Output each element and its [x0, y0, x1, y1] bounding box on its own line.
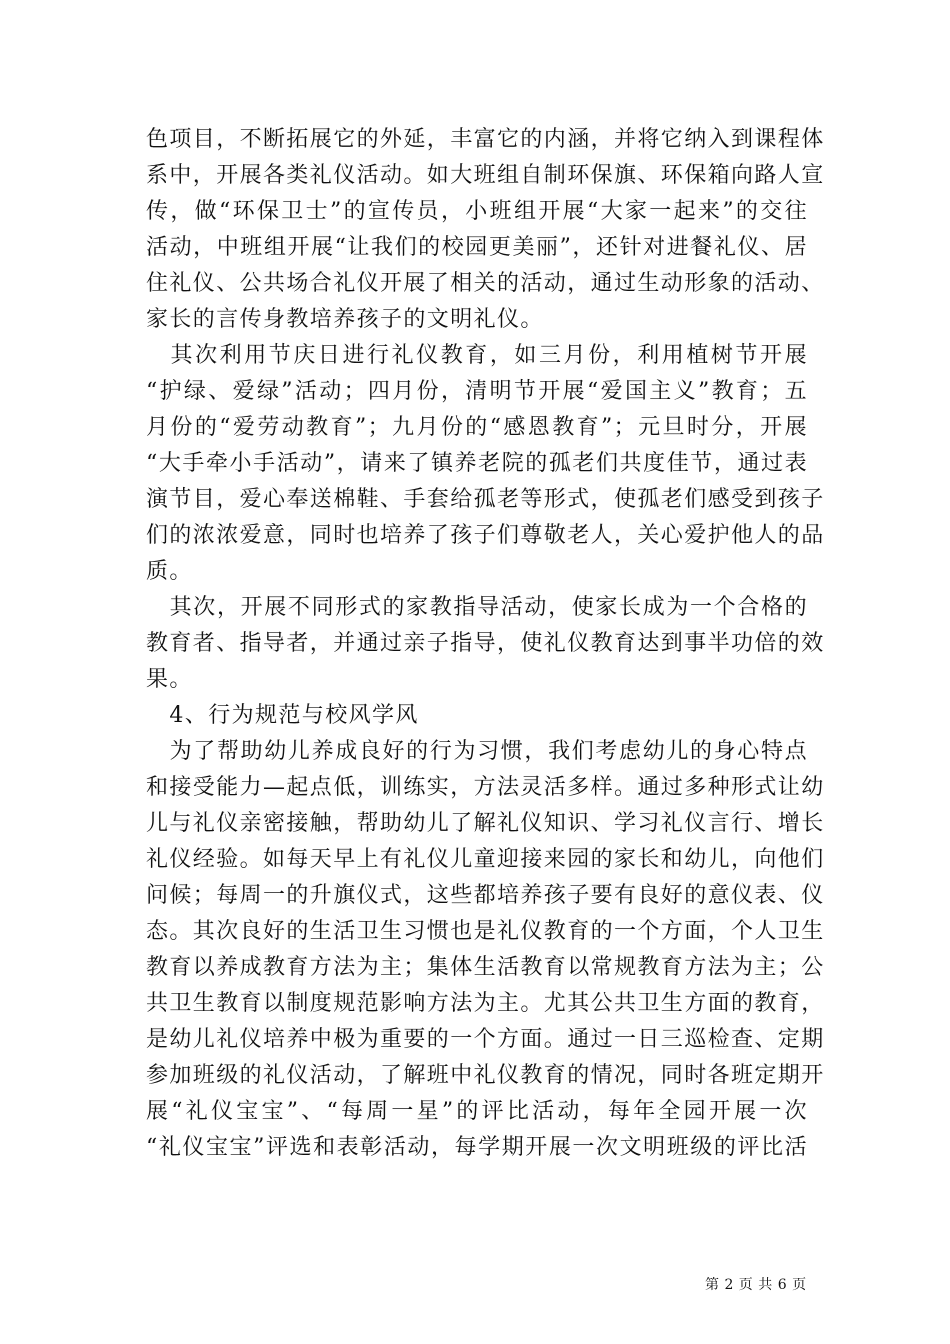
text-line: 系中，开展各类礼仪活动。如大班组自制环保旗、环保箱向路人宣	[146, 163, 825, 188]
text-line: 礼仪经验。如每天早上有礼仪儿童迎接来园的家长和幼儿，向他们	[146, 847, 825, 872]
page-number-footer: 第 2 页 共 6 页	[705, 1277, 807, 1293]
text-line: 共卫生教育以制度规范影响方法为主。尤其公共卫生方面的教育，	[146, 991, 825, 1016]
text-line: 月份的“爱劳动教育”；九月份的“感恩教育”；元旦时分，开展	[146, 415, 808, 440]
text-line: 为了帮助幼儿养成良好的行为习惯，我们考虑幼儿的身心特点	[146, 739, 808, 764]
text-line: 质。	[146, 559, 193, 584]
text-line: 演节目，爱心奉送棉鞋、手套给孤老等形式，使孤老们感受到孩子	[146, 487, 825, 512]
text-line: 家长的言传身教培养孩子的文明礼仪。	[146, 307, 544, 332]
text-line: 们的浓浓爱意，同时也培养了孩子们尊敬老人，关心爱护他人的品	[146, 523, 825, 548]
text-line: 是幼儿礼仪培养中极为重要的一个方面。通过一日三巡检查、定期	[146, 1027, 825, 1052]
text-line: 问候；每周一的升旗仪式，这些都培养孩子要有良好的意仪表、仪	[146, 883, 825, 908]
text-line: 活动，中班组开展“让我们的校园更美丽”，还针对进餐礼仪、居	[146, 235, 808, 260]
text-line: 儿与礼仪亲密接触，帮助幼儿了解礼仪知识、学习礼仪言行、增长	[146, 811, 825, 836]
text-line: 参加班级的礼仪活动，了解班中礼仪教育的情况，同时各班定期开	[146, 1063, 825, 1088]
section-heading: 4、行为规范与校风学风	[146, 703, 419, 728]
text-line: 态。其次良好的生活卫生习惯也是礼仪教育的一个方面，个人卫生	[146, 919, 825, 944]
text-line: 传，做“环保卫士”的宣传员，小班组开展“大家一起来”的交往	[146, 199, 808, 224]
text-line: 教育以养成教育方法为主；集体生活教育以常规教育方法为主；公	[146, 955, 825, 980]
text-line: “护绿、爱绿”活动；四月份，清明节开展“爱国主义”教育；五	[146, 379, 808, 404]
text-line: 其次利用节庆日进行礼仪教育，如三月份，利用植树节开展	[146, 343, 808, 368]
text-line: 色项目，不断拓展它的外延，丰富它的内涵，并将它纳入到课程体	[146, 127, 825, 152]
text-line: “礼仪宝宝”评选和表彰活动，每学期开展一次文明班级的评比活	[146, 1135, 808, 1160]
text-line: 展“礼仪宝宝”、“每周一星”的评比活动，每年全园开展一次	[146, 1099, 808, 1124]
text-line: 住礼仪、公共场合礼仪开展了相关的活动，通过生动形象的活动、	[146, 271, 825, 296]
text-line: 和接受能力—起点低，训练实，方法灵活多样。通过多种形式让幼	[146, 775, 825, 800]
text-line: “大手牵小手活动”，请来了镇养老院的孤老们共度佳节，通过表	[146, 451, 808, 476]
text-line: 果。	[146, 667, 193, 692]
text-line: 教育者、指导者，并通过亲子指导，使礼仪教育达到事半功倍的效	[146, 631, 825, 656]
text-line: 其次，开展不同形式的家教指导活动，使家长成为一个合格的	[146, 595, 808, 620]
